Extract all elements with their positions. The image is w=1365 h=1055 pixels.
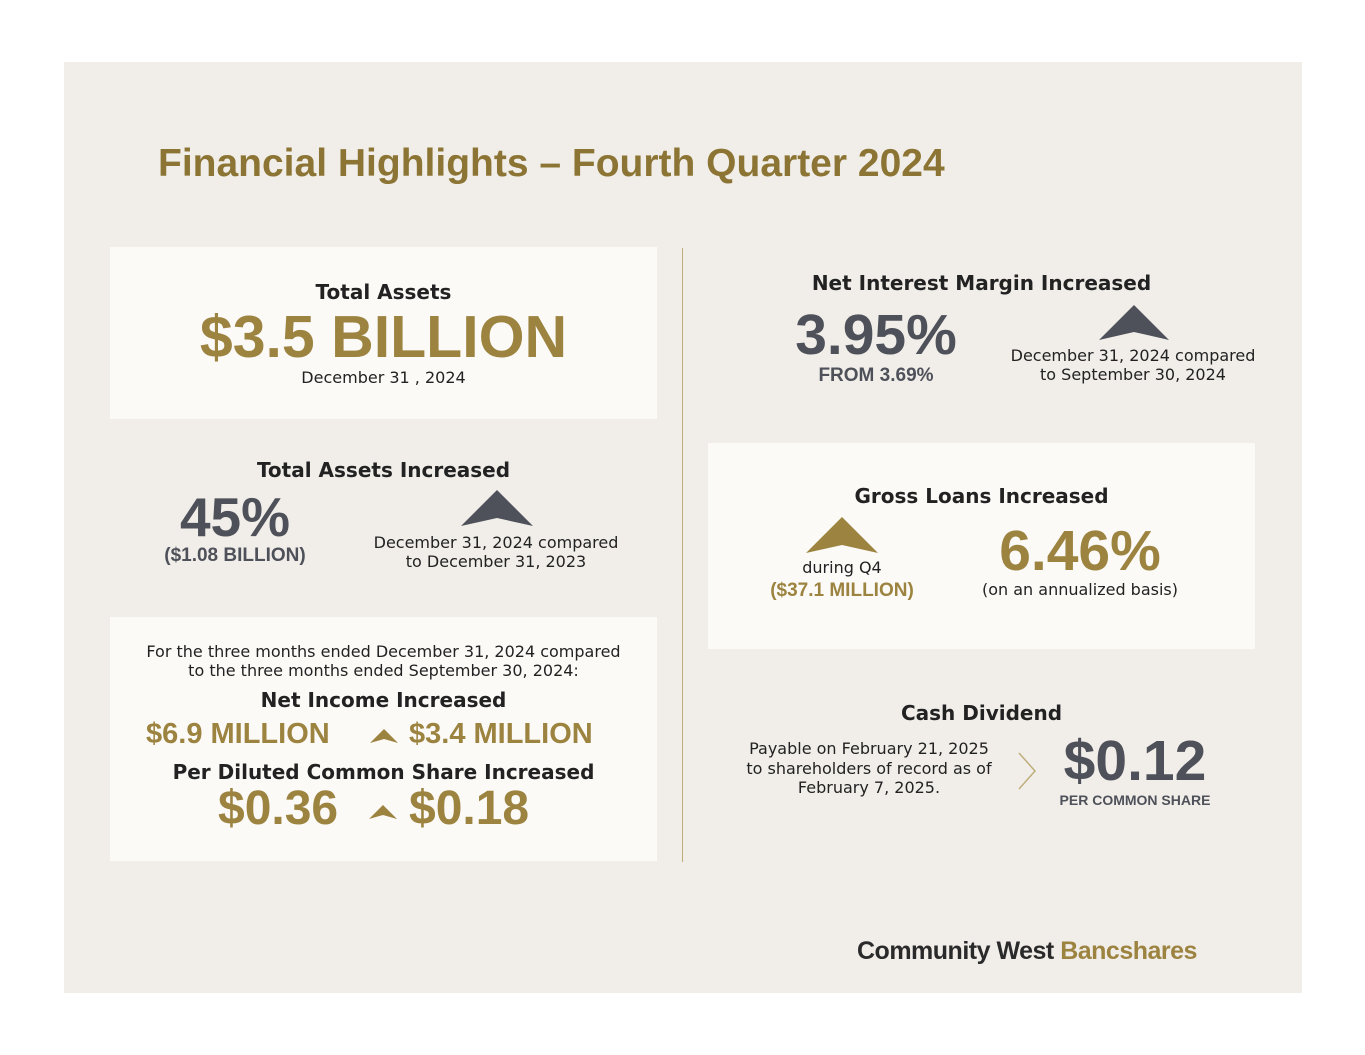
- dividend-per-share: PER COMMON SHARE: [1059, 792, 1211, 808]
- gross-loans-card: [708, 443, 1255, 649]
- dividend-line1: Payable on February 21, 2025: [749, 739, 989, 758]
- total-assets-card: [110, 247, 657, 419]
- nim-up-triangle-icon: [1099, 305, 1169, 340]
- total-assets-value: $3.5 BILLION: [199, 304, 568, 370]
- nim-value: 3.95%: [795, 303, 957, 367]
- up-triangle-icon: [461, 490, 533, 526]
- gross-loans-amount: ($37.1 MILLION): [770, 580, 914, 601]
- net-income-current: $6.9 MILLION: [146, 718, 330, 750]
- eps-previous: $0.18: [409, 782, 530, 835]
- nim-comparison-line2: to September 30, 2024: [1040, 365, 1226, 384]
- gross-loans-basis: (on an annualized basis): [981, 580, 1178, 599]
- column-divider: [682, 248, 683, 862]
- dividend-value: $0.12: [1063, 729, 1207, 793]
- assets-increase-percent: 45%: [179, 486, 291, 548]
- net-income-heading: Net Income Increased: [260, 688, 507, 712]
- net-income-previous: $3.4 MILLION: [409, 718, 593, 750]
- net-income-up-icon: [370, 729, 398, 743]
- logo-part-community-west: Community West: [857, 937, 1054, 965]
- total-assets-heading: Total Assets: [315, 280, 452, 304]
- dividend-heading: Cash Dividend: [900, 701, 1063, 725]
- assets-increase-heading: Total Assets Increased: [256, 458, 511, 482]
- gross-loans-during: during Q4: [802, 558, 882, 577]
- eps-heading: Per Diluted Common Share Increased: [172, 760, 595, 784]
- nim-heading: Net Interest Margin Increased: [811, 271, 1152, 295]
- nim-comparison-line1: December 31, 2024 compared: [1010, 346, 1256, 365]
- nim-from: FROM 3.69%: [818, 365, 934, 386]
- eps-current: $0.36: [218, 782, 339, 835]
- gross-loans-heading: Gross Loans Increased: [854, 484, 1109, 508]
- total-assets-date: December 31 , 2024: [301, 368, 466, 387]
- assets-comparison-line1: December 31, 2024 compared: [373, 533, 619, 552]
- highlights-slide: [64, 62, 1302, 993]
- net-income-intro-line1: For the three months ended December 31, 2024 compared: [146, 642, 621, 661]
- logo-part-bancshares: Bancshares: [1060, 937, 1197, 965]
- chevron-right-icon: [1017, 751, 1037, 791]
- net-income-card: [110, 617, 657, 861]
- gross-loans-up-icon: [806, 517, 878, 553]
- eps-up-icon: [369, 805, 397, 819]
- dividend-line2: to shareholders of record as of: [746, 759, 992, 778]
- assets-comparison-line2: to December 31, 2023: [405, 552, 587, 571]
- gross-loans-percent: 6.46%: [999, 519, 1161, 583]
- net-income-intro-line2: to the three months ended September 30, 2024:: [188, 661, 579, 680]
- dividend-line3: February 7, 2025.: [797, 778, 941, 797]
- page-title: Financial Highlights – Fourth Quarter 2024: [158, 142, 945, 185]
- assets-increase-amount: ($1.08 BILLION): [164, 545, 306, 566]
- company-logo: [857, 937, 1197, 966]
